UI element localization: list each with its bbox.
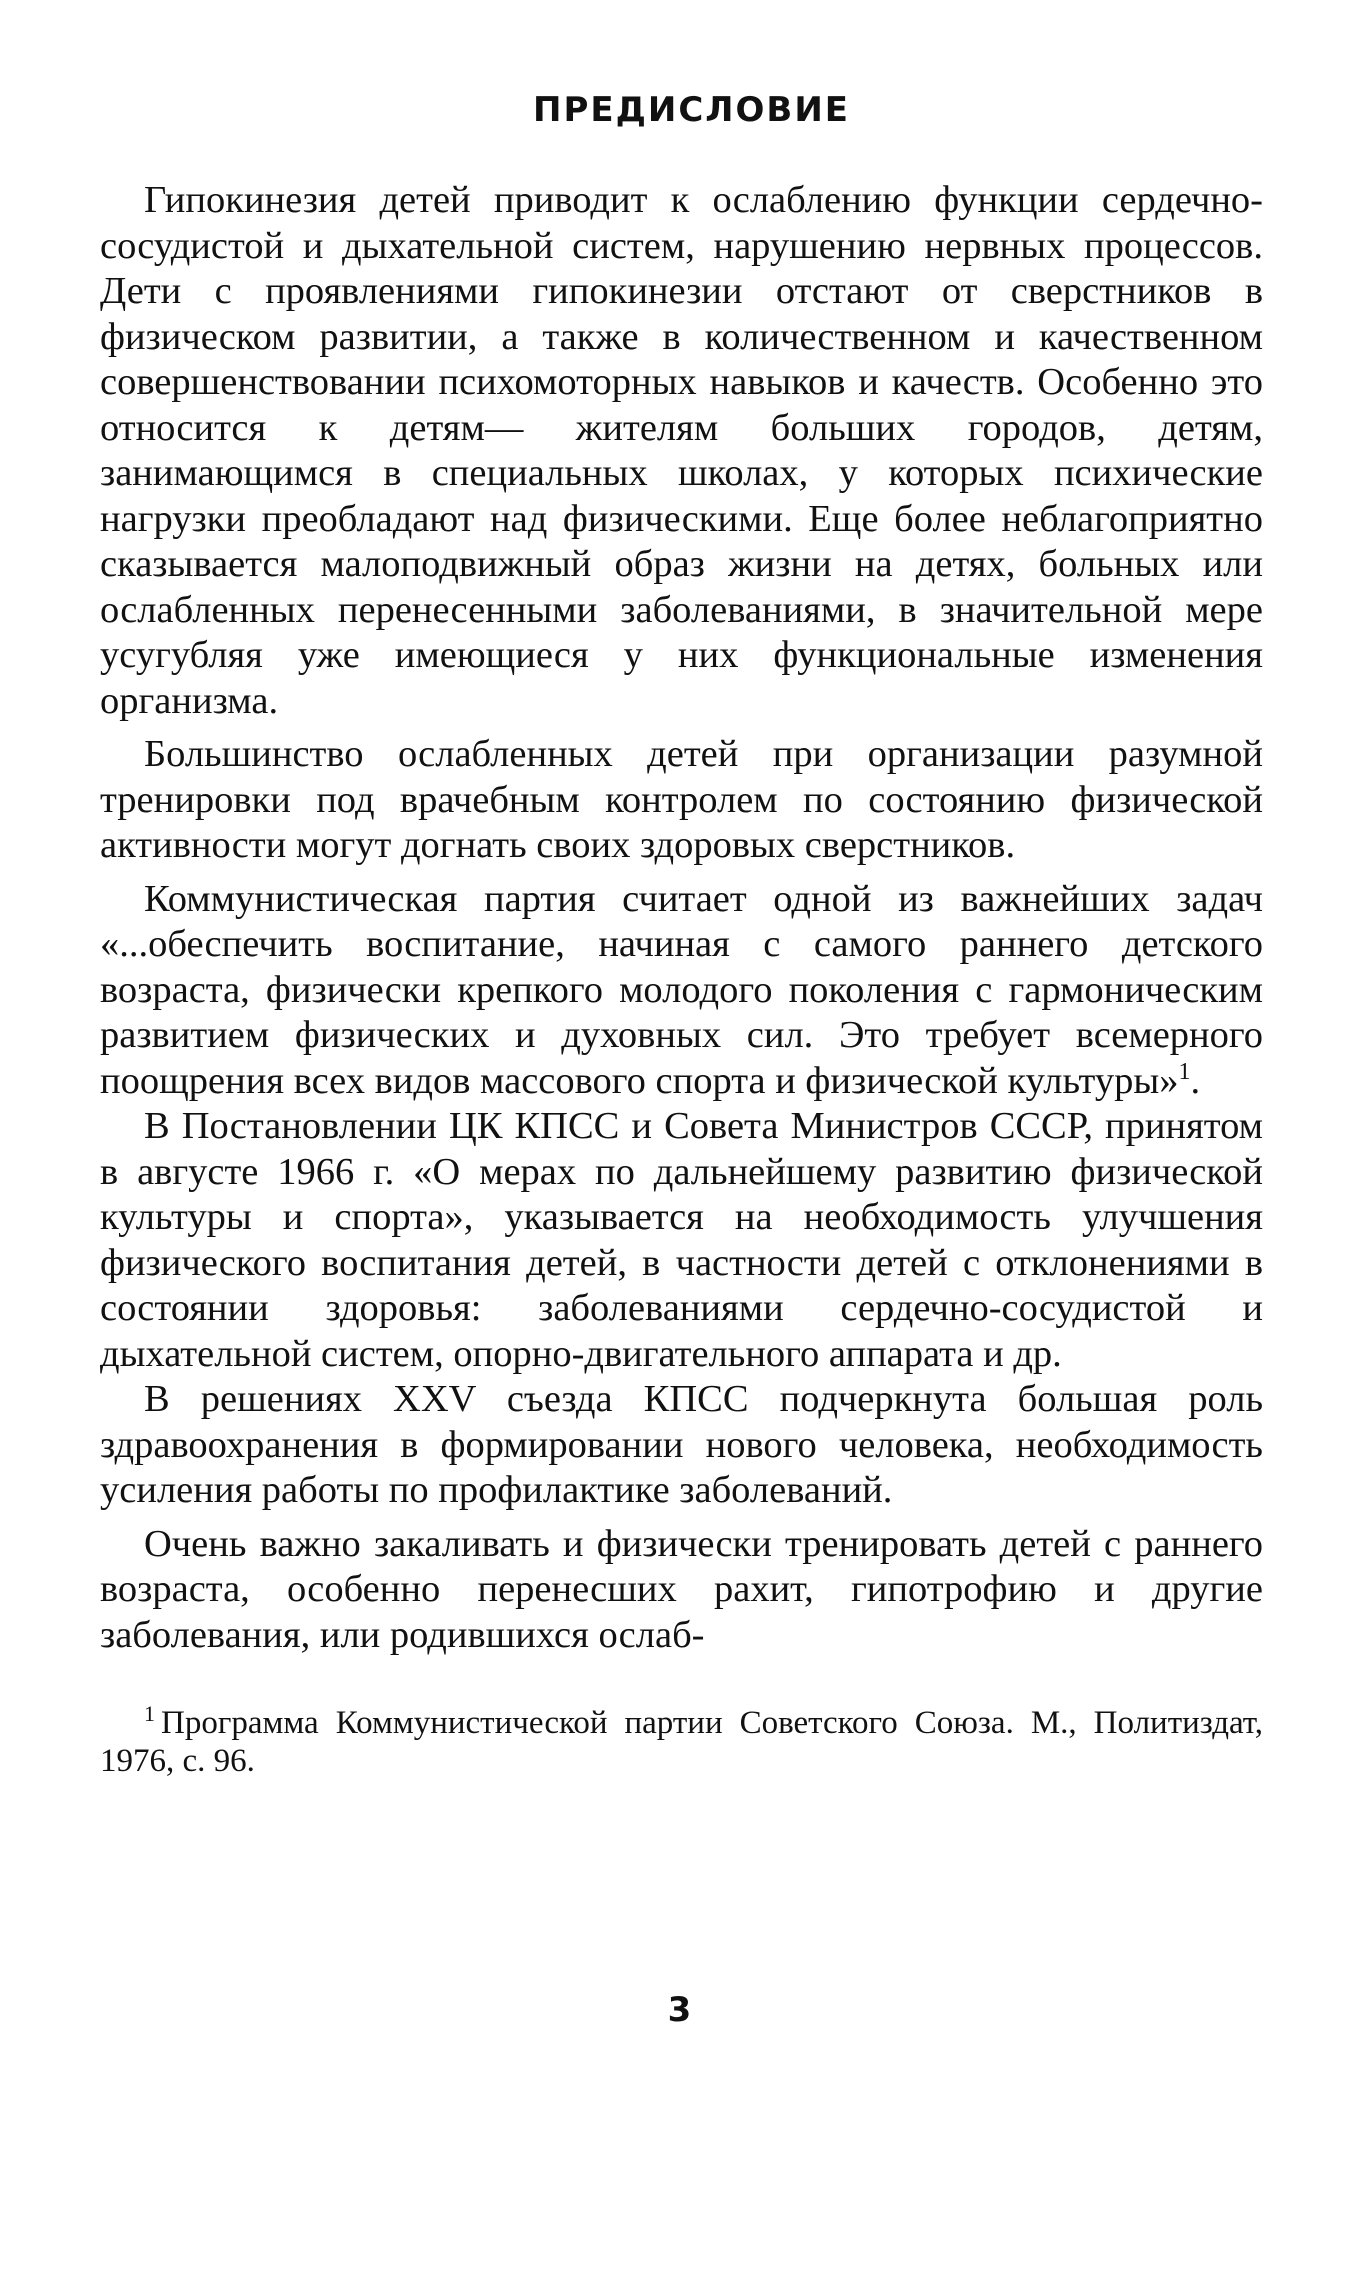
paragraph-communist-party — [100, 877, 1263, 1105]
paragraph-hypokinesia: Гипокинезия детей приводит к ослаблению функции сердечно-сосудистой и дыхательной систем, нарушению нервных процессов. Дети с проявлениями гипокинезии отстают от сверстников в физическом развитии, а также в количественном и качественном совершенствовании психомоторных навыков и качеств. Особенно это относится к детям— жителям больших городов, детям, занимающимся в специальных школах, у которых психические нагрузки преобладают над физическими. Еще более неблагоприятно сказывается малоподвижный образ жизни на детях, больных или ослабленных перенесенными заболеваниями, в значительной мере усугубляя уже имеющиеся у них функциональные изменения организма. — [100, 179, 1263, 722]
paragraph-communist-party-text: Коммунистическая партия считает одной из важнейших задач «...обеспечить воспитание, начиная с самого раннего детского возраста, физически крепкого молодого поколения с гармоническим развитием физических и духовных сил. Это требует всемерного поощрения всех видов массового спорта и физической культуры» — [100, 877, 1263, 1102]
paragraph-weakened-children: Большинство ослабленных детей при организации разумной тренировки под врачебным контролем по состоянию физической активности могут догнать своих здоровых сверстников. — [100, 733, 1263, 866]
footnote — [100, 1701, 1263, 1780]
footnote-text: Программа Коммунистической партии Советского Союза. М., Политиздат, 1976, с. 96. — [100, 1705, 1263, 1779]
body-text — [100, 178, 1263, 1658]
page-title: ПРЕДИСЛОВИЕ — [532, 90, 851, 130]
footnote-reference: 1 — [1178, 1058, 1191, 1085]
paragraph-xxv-congress: В решениях XXV съезда КПСС подчеркнута большая роль здравоохранения в формировании нового человека, необходимость усиления работы по профилактике заболеваний. — [100, 1378, 1263, 1511]
paragraph-hardening: Очень важно закаливать и физически тренировать детей с раннего возраста, особенно перенесших рахит, гипотрофию и другие заболевания, или родившихся ослаб- — [100, 1522, 1263, 1656]
document-page — [100, 90, 1263, 1780]
paragraph-resolution-1966: В Постановлении ЦК КПСС и Совета Министров СССР, принятом в августе 1966 г. «О мерах по дальнейшему развитию физической культуры и спорта», указывается на необходимость улучшения физического воспитания детей, в частности детей с отклонениями в состоянии здоровья: заболеваниями сердечно-сосудистой и дыхательной систем, опорно-двигательного аппарата и др. — [100, 1105, 1263, 1375]
page-number: 3 — [667, 1990, 692, 2030]
footnote-reference-period: . — [1190, 1059, 1201, 1102]
footnote-marker: 1 — [144, 1701, 155, 1726]
